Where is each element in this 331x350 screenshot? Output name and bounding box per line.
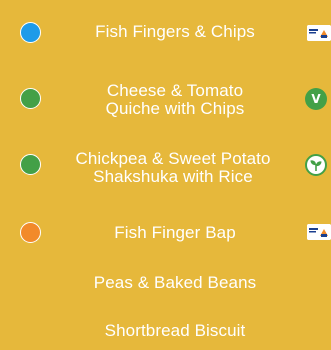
msc-label-icon — [307, 25, 331, 41]
menu-item-label-line1: Chickpea & Sweet Potato — [75, 149, 271, 168]
menu-item-label: Shortbread Biscuit — [104, 321, 246, 340]
vegetarian-dot-icon — [20, 88, 41, 109]
fish-dot-icon — [20, 22, 41, 43]
menu-item-cheese-tomato-quiche — [0, 82, 331, 118]
vegan-sprout-icon — [305, 154, 327, 176]
menu-item-label: Peas & Baked Beans — [93, 273, 257, 292]
menu-item-fish-finger-bap — [0, 222, 331, 246]
vegan-dot-icon — [20, 154, 41, 175]
menu-item-label — [42, 150, 304, 186]
menu-item-label-line2: Quiche with Chips — [105, 99, 245, 118]
menu-item-label-line2: Shakshuka with Rice — [93, 167, 253, 186]
menu-item-peas-beans — [0, 274, 331, 294]
vegetarian-v-icon: V — [305, 88, 327, 110]
menu-item-label: Fish Fingers & Chips — [95, 22, 255, 41]
menu-item-shortbread-biscuit — [0, 322, 331, 342]
menu-item-label — [50, 82, 300, 118]
menu-item-label: Fish Finger Bap — [114, 223, 236, 242]
menu-item-fish-fingers-chips — [0, 20, 331, 44]
menu-item-chickpea-shakshuka — [0, 150, 331, 186]
bap-dot-icon — [20, 222, 41, 243]
msc-label-icon — [307, 224, 331, 240]
menu-item-label-line1: Cheese & Tomato — [106, 81, 244, 100]
